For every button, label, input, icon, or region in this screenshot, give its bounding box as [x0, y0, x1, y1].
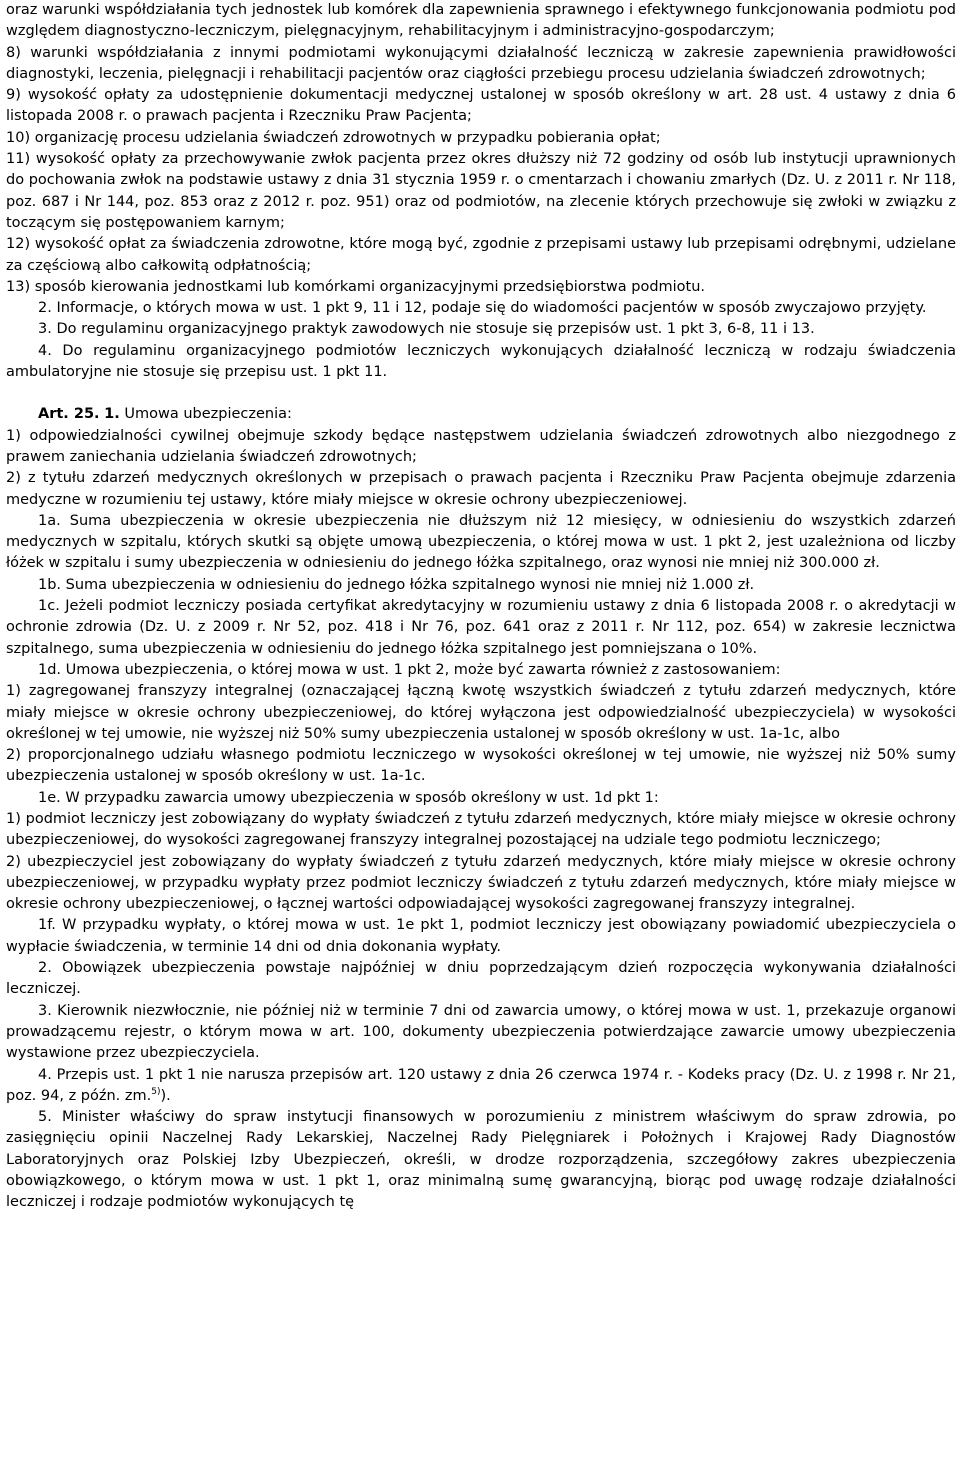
- document-paragraph: [6, 681, 956, 745]
- paragraph-text: oraz warunki współdziałania tych jednostek lub komórek dla zapewnienia sprawnego i efektywnego funkcjonowania podmiotu pod względem diagnostyczno-leczniczym, pielęgnacyjnym, rehabilitacyjnym i administracyjno-gospodarczym;: [6, 2, 956, 40]
- paragraph-text: 1) odpowiedzialności cywilnej obejmuje szkody będące następstwem udzielania świadczeń zdrowotnych albo niezgodnego z prawem zaniechania udzielania świadczeń zdrowotnych;: [6, 427, 956, 465]
- paragraph-text: 1d. Umowa ubezpieczenia, o której mowa w ust. 1 pkt 2, może być zawarta również z zastosowaniem:: [38, 661, 781, 678]
- document-paragraph: [6, 277, 956, 298]
- paragraph-text: 2. Informacje, o których mowa w ust. 1 pkt 9, 11 i 12, podaje się do wiadomości pacjentów w sposób zwyczajowo przyjęty.: [38, 300, 927, 317]
- paragraph-text: 4. Do regulaminu organizacyjnego podmiotów leczniczych wykonujących działalność leczniczą w rodzaju świadczenia ambulatoryjne nie stosuje się przepisu ust. 1 pkt 11.: [6, 342, 956, 381]
- document-paragraph: [6, 1001, 956, 1065]
- footnote-reference: 5): [151, 1086, 161, 1097]
- paragraph-text: 1) zagregowanej franszyzy integralnej (oznaczającej łączną kwotę wszystkich świadczeń z tytułu zdarzeń medycznych, które miały miejsce w okresie ochrony ubezpieczeniowej, do której wyłączona jest odpowiedzialność ubezpieczyciela) w wysokości określonej w tej umowie, nie wyższej niż 50% sumy ubezpieczenia ustalonej w sposób określony w ust. 1a-1c, albo: [6, 683, 956, 742]
- document-paragraph: [6, 468, 956, 511]
- paragraph-text: 2) z tytułu zdarzeń medycznych określonych w przepisach o prawach pacjenta i Rzeczniku Praw Pacjenta obejmuje zdarzenia medyczne w rozumieniu tej ustawy, które miały miejsce w okresie ochrony ubezpieczeniowej.: [6, 470, 956, 508]
- document-paragraph: [6, 575, 956, 596]
- document-paragraph: [6, 298, 956, 319]
- article-heading-paragraph: [6, 404, 956, 425]
- paragraph-text: 1) podmiot leczniczy jest zobowiązany do wypłaty świadczeń z tytułu zdarzeń medycznych, które miały miejsce w okresie ochrony ubezpieczeniowej, do wysokości zagregowanej franszyzy integralnej pozostającej na udziale tego podmiotu leczniczego;: [6, 810, 956, 849]
- paragraph-text: 1f. W przypadku wypłaty, o której mowa w ust. 1e pkt 1, podmiot leczniczy jest obowiązany powiadomić ubezpieczyciela o wypłacie świadczenia, w terminie 14 dni od dnia dokonania wypłaty.: [6, 917, 956, 955]
- document-paragraph: [6, 511, 956, 575]
- paragraph-text: 10) organizację procesu udzielania świadczeń zdrowotnych w przypadku pobierania opłat;: [6, 129, 661, 146]
- document-paragraph: [6, 149, 956, 234]
- document-paragraph: [6, 596, 956, 660]
- paragraph-text: 3. Kierownik niezwłocznie, nie później niż w terminie 7 dni od zawarcia umowy, o której mowa w ust. 1, przekazuje organowi prowadzącemu rejestr, o którym mowa w art. 100, dokumenty ubezpieczenia potwierdzające zawarcie umowy ubezpieczenia wystawione przez ubezpieczyciela.: [6, 1002, 956, 1062]
- paragraph-text: 1a. Suma ubezpieczenia w okresie ubezpieczenia nie dłuższym niż 12 miesięcy, w odniesieniu do wszystkich zdarzeń medycznych w szpitalu, których skutki są objęte umową ubezpieczenia, o której mowa w ust. 1 pkt 2, jest uzależniona od liczby łóżek w szpitalu i sumy ubezpieczenia w odniesieniu do jednego łóżka szpitalnego, oraz wynosi nie mniej niż 300.000 zł.: [6, 512, 956, 572]
- document-paragraph: [6, 745, 956, 788]
- paragraph-text: 1e. W przypadku zawarcia umowy ubezpieczenia w sposób określony w ust. 1d pkt 1:: [38, 789, 659, 806]
- paragraph-tail: ).: [160, 1087, 171, 1104]
- document-paragraph: [6, 0, 956, 43]
- paragraph-text: 2) ubezpieczyciel jest zobowiązany do wypłaty świadczeń z tytułu zdarzeń medycznych, które miały miejsce w okresie ochrony ubezpieczeniowej, w przypadku wypłaty przez podmiot leczniczy świadczeń z tytułu zdarzeń medycznych, które miały miejsce w okresie ochrony ubezpieczeniowej, o łącznej wartości odpowiadającej wysokości zagregowanej franszyzy integralnej.: [6, 853, 956, 913]
- document-paragraph: [6, 341, 956, 384]
- document-paragraph: [6, 660, 956, 681]
- document-paragraph: [6, 43, 956, 86]
- article-number: 1.: [104, 406, 120, 423]
- document-paragraph: [6, 958, 956, 1001]
- paragraph-text: 2. Obowiązek ubezpieczenia powstaje najpóźniej w dniu poprzedzającym dzień rozpoczęcia wykonywania działalności leczniczej.: [6, 960, 956, 998]
- paragraph-text: Umowa ubezpieczenia:: [124, 406, 292, 423]
- paragraph-text: 5. Minister właściwy do spraw instytucji finansowych w porozumieniu z ministrem właściwym do spraw zdrowia, po zasięgnięciu opinii Naczelnej Rady Lekarskiej, Naczelnej Rady Pielęgniarek i Położnych i Krajowej Rady Diagnostów Laboratoryjnych oraz Polskiej Izby Ubezpieczeń, określi, w drodze rozporządzenia, szczegółowy zakres ubezpieczenia obowiązkowego, o którym mowa w ust. 1 pkt 1, oraz minimalną sumę gwarancyjną, biorąc pod uwagę rodzaje działalności leczniczej i rodzaje podmiotów wykonujących tę: [6, 1109, 956, 1211]
- document-paragraph: [6, 915, 956, 958]
- paragraph-text: 12) wysokość opłat za świadczenia zdrowotne, które mogą być, zgodnie z przepisami ustawy lub przepisami odrębnymi, udzielane za częściową albo całkowitą odpłatnością;: [6, 236, 956, 274]
- document-paragraph: [6, 852, 956, 916]
- article-label: Art. 25.: [38, 406, 100, 423]
- document-paragraph: [6, 1107, 956, 1213]
- paragraph-text: 1b. Suma ubezpieczenia w odniesieniu do jednego łóżka szpitalnego wynosi nie mniej niż 1.000 zł.: [38, 576, 755, 593]
- paragraph-text: 9) wysokość opłaty za udostępnienie dokumentacji medycznej ustalonej w sposób określony w art. 28 ust. 4 ustawy z dnia 6 listopada 2008 r. o prawach pacjenta i Rzeczniku Praw Pacjenta;: [6, 87, 956, 125]
- document-paragraph: [6, 128, 956, 149]
- paragraph-text: 4. Przepis ust. 1 pkt 1 nie narusza przepisów art. 120 ustawy z dnia 26 czerwca 1974 r. - Kodeks pracy (Dz. U. z 1998 r. Nr 21, poz. 94, z późn. zm.: [6, 1066, 956, 1104]
- paragraph-text: 13) sposób kierowania jednostkami lub komórkami organizacyjnymi przedsiębiorstwa podmiotu.: [6, 278, 706, 295]
- paragraph-text: 11) wysokość opłaty za przechowywanie zwłok pacjenta przez okres dłuższy niż 72 godziny od osób lub instytucji uprawnionych do pochowania zwłok na podstawie ustawy z dnia 31 stycznia 1959 r. o cmentarzach i chowaniu zmarłych (Dz. U. z 2011 r. Nr 118, poz. 687 i Nr 144, poz. 853 oraz z 2012 r. poz. 951) oraz od podmiotów, na zlecenie których przechowuje się zwłoki w związku z toczącym się postępowaniem karnym;: [6, 151, 956, 231]
- document-paragraph: [6, 1065, 956, 1108]
- document-paragraph: [6, 85, 956, 128]
- paragraph-text: 2) proporcjonalnego udziału własnego podmiotu leczniczego w wysokości określonej w tej umowie, nie wyższej niż 50% sumy ubezpieczenia ustalonej w sposób określony w ust. 1a-1c.: [6, 747, 956, 785]
- document-paragraph: [6, 319, 956, 340]
- document-paragraph: [6, 426, 956, 469]
- paragraph-text: 3. Do regulaminu organizacyjnego praktyk zawodowych nie stosuje się przepisów ust. 1 pkt 3, 6-8, 11 i 13.: [38, 321, 815, 338]
- document-paragraph: [6, 788, 956, 809]
- document-paragraph: [6, 234, 956, 277]
- document-paragraph: [6, 809, 956, 852]
- paragraph-text: 8) warunki współdziałania z innymi podmiotami wykonującymi działalność leczniczą w zakresie zapewnienia prawidłowości diagnostyki, leczenia, pielęgnacji i rehabilitacji pacjentów oraz ciągłości przebiegu procesu udzielania świadczeń zdrowotnych;: [6, 44, 956, 82]
- paragraph-text: 1c. Jeżeli podmiot leczniczy posiada certyfikat akredytacyjny w rozumieniu ustawy z dnia 6 listopada 2008 r. o akredytacji w ochronie zdrowia (Dz. U. z 2009 r. Nr 52, poz. 418 i Nr 76, poz. 641 oraz z 2011 r. Nr 112, poz. 654) w zakresie lecznictwa szpitalnego, suma ubezpieczenia w odniesieniu do jednego łóżka szpitalnego jest pomniejszana o 10%.: [6, 598, 956, 657]
